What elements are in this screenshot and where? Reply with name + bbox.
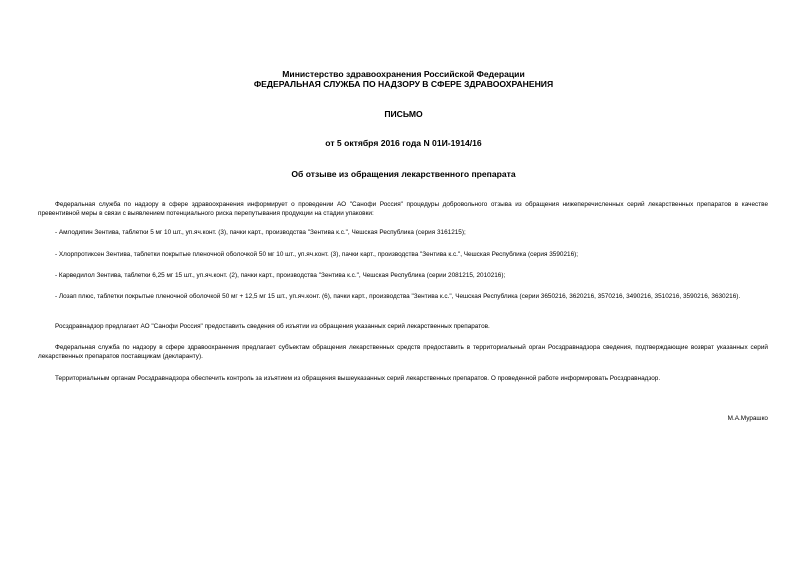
paragraph-item-chlorprothixene: - Хлорпротиксен Зентива, таблетки покрытые пленочной оболочкой 50 мг 10 шт., уп.яч.конт. (3), пачки карт., производства "Зентива к.с.", Чешская Республика (серия 3590216);: [55, 251, 579, 258]
document-date-number: от 5 октября 2016 года N 01И-1914/16: [325, 138, 482, 148]
paragraph-item-amlodipine: - Амлодипин Зентива, таблетки 5 мг 10 шт., уп.яч.конт. (3), пачки карт., производства "Зентива к.с.", Чешская Республика (серия 3161215);: [55, 229, 466, 236]
paragraph-item-lozap-plus: - Лозап плюс, таблетки покрытые пленочной оболочкой 50 мг + 12,5 мг 15 шт., уп.яч.конт. (6), пачки карт., производства "Зентива к.с.", Чешская Республика (серии 3650216, 3620216, 3570216, 3490216, 3510216, 3590216, 3630216).: [55, 293, 741, 300]
paragraph-roszdravnadzor-request: Росздравнадзор предлагает АО "Санофи Россия" предоставить сведения об изъятии из обращения указанных серий лекарственных препаратов.: [55, 323, 490, 330]
ministry-name: Министерство здравоохранения Российской Федерации: [282, 69, 525, 79]
document-type: ПИСЬМО: [384, 109, 423, 119]
service-name: ФЕДЕРАЛЬНАЯ СЛУЖБА ПО НАДЗОРУ В СФЕРЕ ЗДРАВООХРАНЕНИЯ: [253, 79, 554, 89]
signature: М.А.Мурашко: [727, 415, 768, 422]
paragraph-subjects-request: Федеральная служба по надзору в сфере здравоохранения предлагает субъектам обращения лекарственных средств предоставить в территориальный орган Росздравнадзора сведения, подтверждающие возврат указанных серий лекарственных препаратов поставщикам (декларанту).: [38, 344, 768, 360]
document-header: [0, 69, 807, 89]
document-subject: Об отзыве из обращения лекарственного препарата: [291, 169, 516, 179]
paragraph-item-carvedilol: - Карведилол Зентива, таблетки 6,25 мг 15 шт., уп.яч.конт. (2), пачки карт., производства "Зентива к.с.", Чешская Республика (серии 2081215, 2010216);: [55, 272, 506, 279]
paragraph-intro: Федеральная служба по надзору в сфере здравоохранения информирует о проведении АО "Санофи Россия" процедуры добровольного отзыва из обращения нижеперечисленных серий лекарственных препаратов в качестве превентивной меры в связи с выявлением потенциального риска перепутывания продукции на стадии упаковки:: [38, 201, 768, 217]
paragraph-territorial-control: Территориальным органам Росздравнадзора обеспечить контроль за изъятием из обращения вышеуказанных серий лекарственных препаратов. О проведенной работе информировать Росздравнадзор.: [55, 375, 661, 382]
